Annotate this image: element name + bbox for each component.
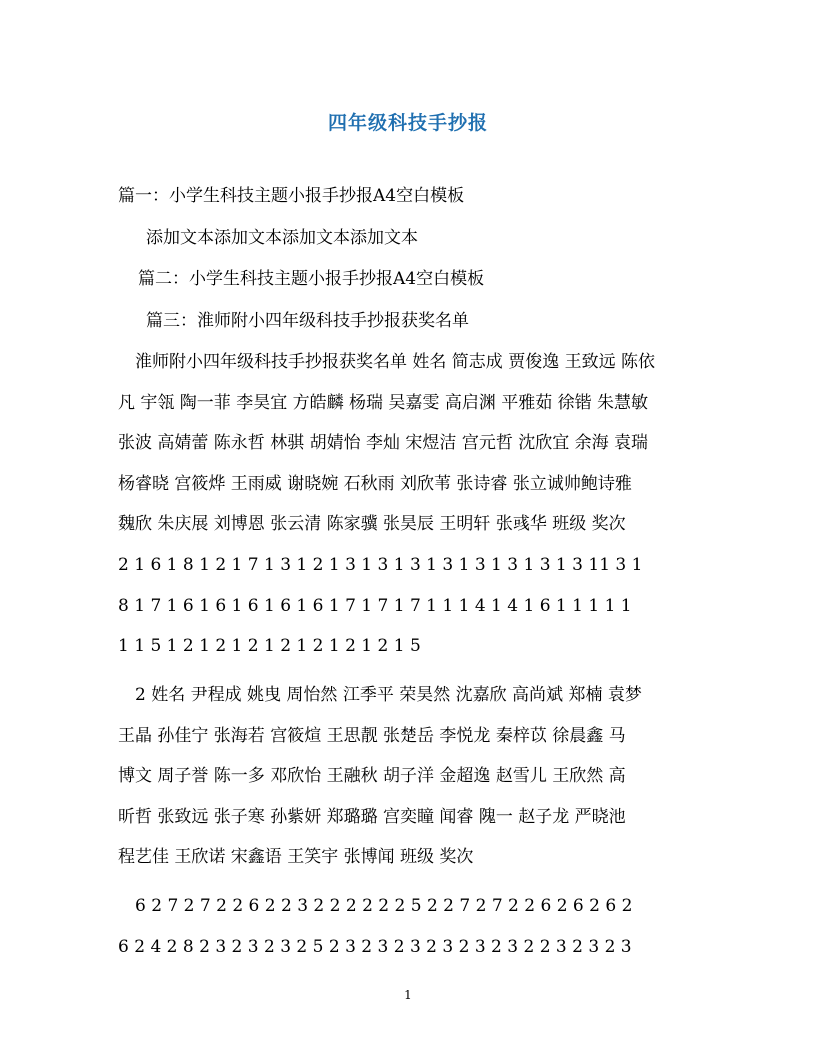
placeholder-text-line: 添加文本添加文本添加文本添加文本 [146, 228, 418, 248]
award-list-paragraph-1 [118, 342, 708, 667]
text-line: 淮师附小四年级科技手抄报获奖名单 姓名 简志成 贾俊逸 王致远 陈依 [118, 352, 656, 372]
award-list-paragraph-3 [118, 886, 708, 967]
text-line: 2 姓名 尹程成 姚曳 周怡然 江季平 荣昊然 沈嘉欣 高尚斌 郑楠 袁梦 [118, 685, 642, 705]
text-line: 王晶 孙佳宁 张海若 宫筱煊 王思靓 张楚岳 李悦龙 秦梓苡 徐晨鑫 马 [118, 725, 626, 746]
document-title: 四年级科技手抄报 [327, 112, 488, 134]
section-heading-2: 篇二：小学生科技主题小报手抄报A4空白模板 [138, 269, 485, 289]
text-line: 1 1 5 1 2 1 2 1 2 1 2 1 2 1 2 1 2 1 5 [118, 636, 421, 657]
text-line: 凡 宇瓴 陶一菲 李昊宜 方皓麟 杨瑞 吴嘉雯 高启渊 平雅茹 徐锴 朱慧敏 [118, 392, 649, 413]
text-line: 杨睿晓 宫筱烨 王雨威 谢晓婉 石秋雨 刘欣苇 张诗睿 张立诚帅鲍诗雅 [118, 473, 632, 494]
text-line: 8 1 7 1 6 1 6 1 6 1 6 1 6 1 7 1 7 1 7 1 1 1 4 1 4 1 6 1 1 1 1 1 [118, 595, 632, 616]
text-line: 6 2 7 2 7 2 2 6 2 2 3 2 2 2 2 2 2 5 2 2 7 2 7 2 2 6 2 6 2 6 2 [118, 896, 633, 916]
text-line: 张波 高婧蕾 陈永哲 林骐 胡婧怡 李灿 宋煜洁 宫元哲 沈欣宜 余海 袁瑞 [118, 433, 649, 454]
section-heading-3: 篇三：淮师附小四年级科技手抄报获奖名单 [146, 311, 469, 331]
text-line: 魏欣 朱庆展 刘博恩 张云清 陈家骥 张昊辰 王明轩 张彧华 班级 奖次 [118, 514, 626, 535]
page-number: 1 [404, 988, 412, 1002]
text-line: 6 2 4 2 8 2 3 2 3 2 3 2 5 2 3 2 3 2 3 2 3 2 3 2 3 2 2 3 2 3 2 3 [118, 936, 632, 957]
text-line: 2 1 6 1 8 1 2 1 7 1 3 1 2 1 3 1 3 1 3 1 3 1 3 1 3 1 3 1 3 11 3 1 [118, 554, 643, 575]
award-list-paragraph-2 [118, 675, 708, 878]
text-line: 昕哲 张致远 张子寒 孙紫妍 郑璐璐 宫奕瞳 闻睿 隗一 赵子龙 严晓池 [118, 806, 626, 827]
section-heading-1: 篇一：小学生科技主题小报手抄报A4空白模板 [118, 186, 465, 206]
text-line: 博文 周子誉 陈一多 邓欣怡 王融秋 胡子洋 金超逸 赵雪儿 王欣然 高 [118, 766, 626, 787]
text-line: 程艺佳 王欣诺 宋鑫语 王笑宇 张博闻 班级 奖次 [118, 847, 474, 868]
